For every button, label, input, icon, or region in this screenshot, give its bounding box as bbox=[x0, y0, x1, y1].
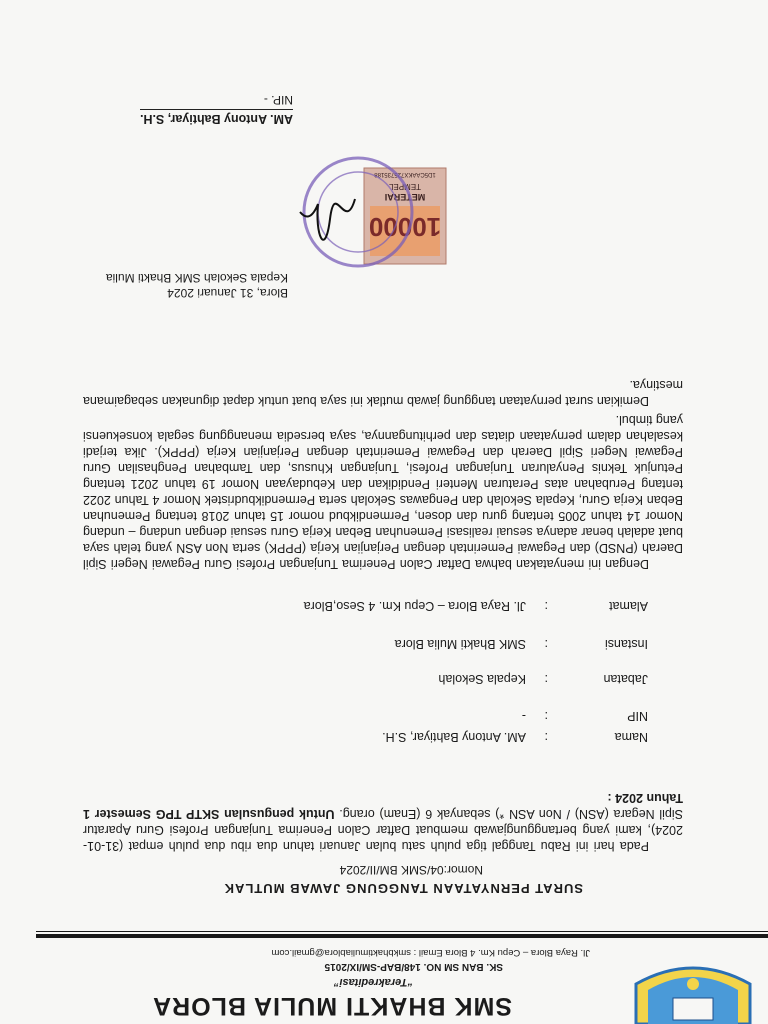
meterai-stamp-icon bbox=[364, 168, 446, 264]
field-value: - bbox=[521, 709, 526, 723]
school-name: SMK BHAKTI MULIA BLORA bbox=[152, 992, 512, 1020]
field-nama: Nama:AM. Antony Bahtiyar, S.H. bbox=[382, 730, 648, 744]
closing-text: Demikian surat pernyataan tanggung jawab mutlak ini saya buat untuk dapat digunakan sebagaimana mestinya. bbox=[83, 378, 683, 408]
field-label: NIP bbox=[627, 709, 648, 723]
header-divider-thick bbox=[36, 934, 768, 938]
tagline: “Terakreditasi” bbox=[333, 976, 413, 988]
address-line: Jl. Raya Blora – Cepu Km. 4 Blora Email : smkbhaktimuliablora@gmail.com bbox=[271, 947, 590, 958]
field-label: Alamat bbox=[609, 599, 648, 613]
closing-paragraph bbox=[83, 377, 683, 409]
opening-text: Pada hari ini Rabu Tanggal tiga puluh satu bulan Januari tahun dua ribu dua puluh empat (31-01-2024), kami yang bertanggungjawab membuat Daftar Calon Penerima Tunjangan Profesi Guru Aparatur Sipil Negara (ASN) / Non ASN *) sebanyak 6 (Enam) orang. bbox=[83, 807, 683, 853]
signature-nip: NIP. - bbox=[263, 93, 293, 107]
field-label: Jabatan bbox=[603, 672, 648, 686]
stamp-and-meterai bbox=[290, 154, 450, 274]
document-title: SURAT PERNYATAAN TANGGUNG JAWAB MUTLAK bbox=[223, 881, 583, 896]
field-value: AM. Antony Bahtiyar, S.H. bbox=[382, 730, 526, 744]
meterai-value: 10000 bbox=[368, 212, 442, 242]
meterai-label: METERAI bbox=[384, 192, 426, 202]
field-alamat: Alamat:Jl. Raya Blora – Cepu Km. 4 Seso,Blora bbox=[303, 599, 648, 613]
meterai-serial: 1D5CAAKX725735188 bbox=[374, 171, 436, 177]
document-number: Nomor:04/SMK BM/II/2024 bbox=[339, 863, 483, 877]
signature-position: Kepala Sekolah SMK Bhakti Mulia bbox=[105, 271, 288, 285]
field-jabatan: Jabatan:Kepala Sekolah bbox=[438, 672, 648, 686]
field-nip: NIP:- bbox=[521, 709, 648, 723]
accreditation-line: SK. BAN SM NO. 148/BAP-SM/IX/2015 bbox=[324, 961, 503, 972]
statement-paragraph bbox=[83, 412, 683, 572]
meterai-label-2: TEMPEL bbox=[388, 182, 422, 191]
school-emblem-icon bbox=[618, 960, 768, 1024]
signature-name: AM. Antony Bahtiyar, S.H. bbox=[140, 109, 293, 126]
field-value: Kepala Sekolah bbox=[438, 672, 526, 686]
field-label: Instansi bbox=[604, 637, 648, 651]
field-instansi: Instansi:SMK Bhakti Mulia Blora bbox=[394, 637, 648, 651]
signature-city-date: Blora, 31 Januari 2024 bbox=[167, 286, 288, 300]
field-value: SMK Bhakti Mulia Blora bbox=[394, 637, 526, 651]
field-value: Jl. Raya Blora – Cepu Km. 4 Seso,Blora bbox=[303, 599, 526, 613]
field-label: Nama bbox=[614, 730, 648, 744]
header-divider-thin bbox=[36, 931, 768, 932]
opening-bold-text: Untuk pengusulan SKTP TPG Semester 1 Tahun 2024 : bbox=[83, 791, 683, 821]
opening-paragraph bbox=[83, 790, 683, 854]
statement-text: Dengan ini menyatakan bahwa Daftar Calon Penerima Tunjangan Profesi Guru Pegawai Negeri Sipil Daerah (PNSD) dan Pegawai Pemerintah dengan Perjanjian Kerja (PPPK) serta Non ASN yang telah saya buat adalah benar adanya sesuai realisasi Pemenuhan Beban Kerja Guru sesuai dengan undang – undang Nomor 14 tahun 2005 tentang guru dan dosen, Permendikbud nomor 15 tahun 2018 tentang Pemenuhan Beban Kerja Guru, Kepala Sekolah dan Pengawas Sekolah serta Permendikbudristek Nomor 4 Tahun 2022 tentang Perubahan atas Peraturan Menteri Pendidikan dan Kebudayaan Nomor 19 tahun 2021 tentang Petunjuk Teknis Penyaluran Tunjangan Profesi, Tunjangan Khusus, dan Tambahan Penghasilan Guru Pegawai Negeri Sipil Daerah dan Pegawai Pemerintah dengan Perjanjian Kerja (PPPK). Jika terjadi kesalahan dalam pernyataan diatas dan perhitungannya, saya bersedia menanggung segala konsekuensi yang timbul. bbox=[83, 413, 683, 571]
